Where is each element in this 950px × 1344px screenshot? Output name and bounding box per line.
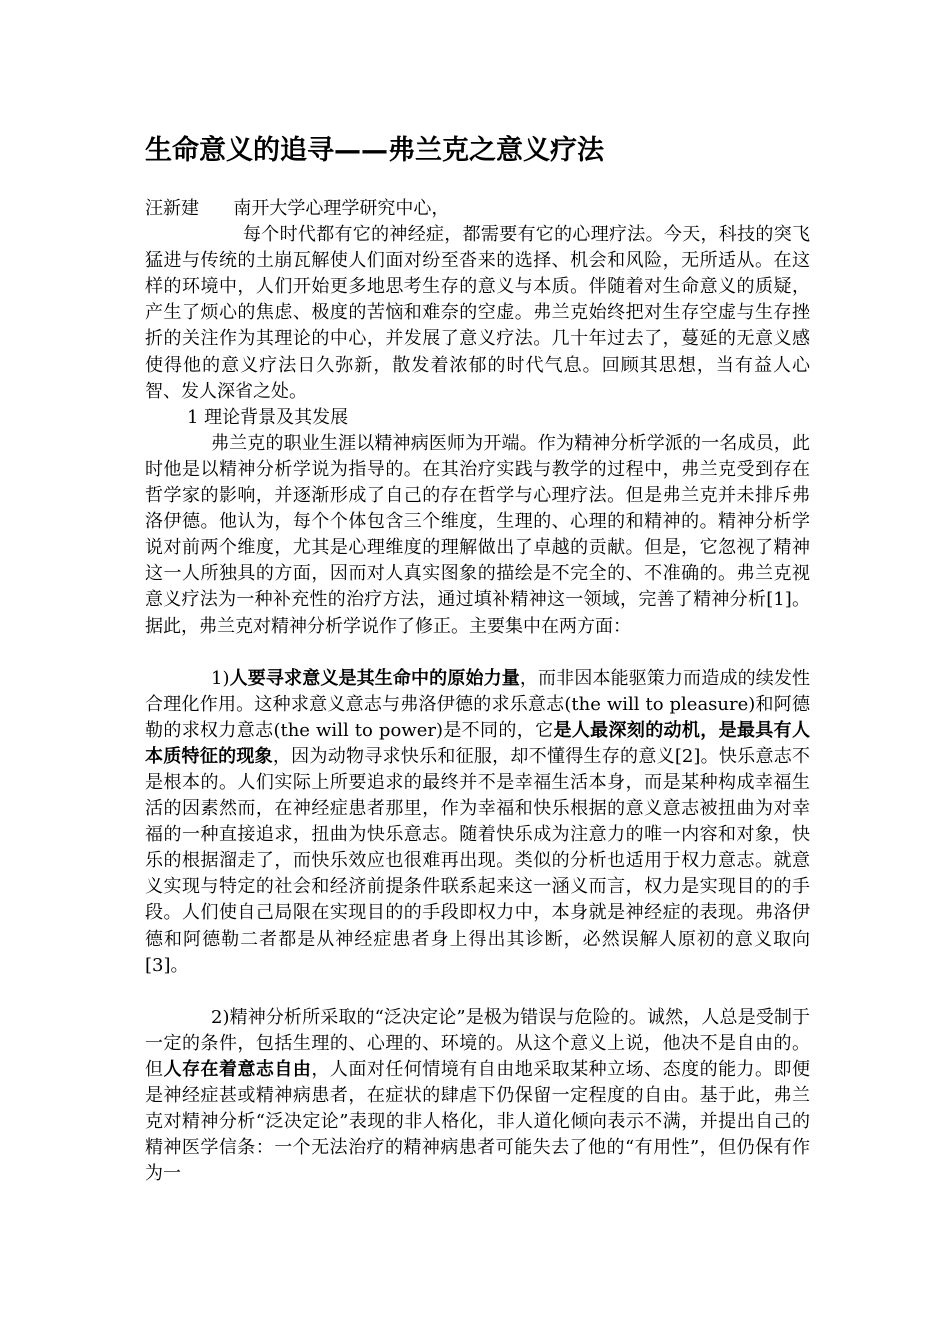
abstract-paragraph: 每个时代都有它的神经症，都需要有它的心理疗法。今天，科技的突飞猛进与传统的土崩瓦解使人们面对纷至沓来的选择、机会和风险，无所适从。在这样的环境中，人们开始更多地思考生存的意义与本质。伴随着对生命意义的质疑，产生了烦心的焦虑、极度的苦恼和难奈的空虚。弗兰克始终把对生存空虚与生存挫折的关注作为其理论的中心，并发展了意义疗法。几十年过去了，蔓延的无意义感使得他的意义疗法日久弥新，散发着浓郁的时代气息。回顾其思想，当有益人心智、发人深省之处。 (145, 224, 810, 402)
point-one-text-2: ，因为动物寻求快乐和征服，却不懂得生存的意义[2]。快乐意志不是根本的。人们实际上所要追求的最终并不是幸福生活本身，而是某种构成幸福生活的因素然而，在神经症患者那里，作为幸福和快乐根据的意义意志被扭曲为对幸福的一种直接追求，扭曲为快乐意志。随着快乐成为注意力的唯一内容和对象，快乐的根据溜走了，而快乐效应也很难再出现。类似的分析也适用于权力意志。就意义实现与特定的社会和经济前提条件联系起来这一涵义而言，权力是实现目的的手段。人们使自己局限在实现目的的手段即权力中，本身就是神经症的表现。弗洛伊德和阿德勒二者都是从神经症患者身上得出其诊断，必然误解人原初的意义取向[3]。 (145, 745, 811, 976)
point-two-text-2: ，人面对任何情境有自由地采取某种立场、态度的能力。即便是神经症甚或精神病患者，在症状的肆虐下仍保留一定程度的自由。基于此，弗兰克对精神分析“泛决定论”表现的非人格化，非人道化倾向表示不满，并提出自己的精神医学信条：一个无法治疗的精神病患者可能失去了他的“有用性”，但仍保有作为一 (145, 1058, 811, 1185)
point-one-number: 1) (211, 667, 230, 689)
point-one-paragraph (145, 666, 810, 979)
paragraph-gap (145, 979, 810, 1005)
point-two-paragraph (145, 1005, 810, 1188)
section-paragraph: 弗兰克的职业生涯以精神病医师为开端。作为精神分析学派的一名成员，此时他是以精神分析学说为指导的。在其治疗实践与教学的过程中，弗兰克受到存在哲学家的影响，并逐渐形成了自己的存在哲学与心理疗法。但是弗兰克并未排斥弗洛伊德。他认为，每个个体包含三个维度，生理的、心理的和精神的。精神分析学说对前两个维度，尤其是心理维度的理解做出了卓越的贡献。但是，它忽视了精神这一人所独具的方面，因而对人真实图象的描绘是不完全的、不准确的。弗兰克视意义疗法为一种补充性的治疗方法，通过填补精神这一领域，完善了精神分析[1]。据此，弗兰克对精神分析学说作了修正。主要集中在两方面： (145, 432, 810, 637)
section-heading: 1 理论背景及其发展 (187, 406, 349, 428)
point-two-emphasis-1: 人存在着意志自由 (163, 1058, 312, 1080)
point-two-text-1: 2)精神分析所采取的“泛决定论”是极为错误与危险的。诚然，人总是受制于一定的条件，包括生理的、心理的、环境的。从这个意义上说，他决不是自由的。但 (145, 1006, 810, 1080)
point-one-emphasis-1: 人要寻求意义是其生命中的原始力量 (229, 667, 520, 689)
page-title: 生命意义的追寻——弗兰克之意义疗法 (145, 135, 604, 166)
author-name: 汪新建 (145, 198, 199, 219)
author-affiliation: 南开大学心理学研究中心， (233, 198, 450, 219)
paragraph-gap (145, 640, 810, 666)
point-one-emphasis-2: 是人最深刻的动机，是最具有人本质特征的现象 (145, 719, 810, 767)
point-one-text-1: ，而非因本能驱策力而造成的续发性合理化作用。这种求意义意志与弗洛伊德的求乐意志(the will to pleasure)和阿德勒的求权力意志(the will to power)是不同的，它 (145, 667, 811, 741)
author-line (145, 196, 810, 222)
document-body (145, 196, 810, 1187)
